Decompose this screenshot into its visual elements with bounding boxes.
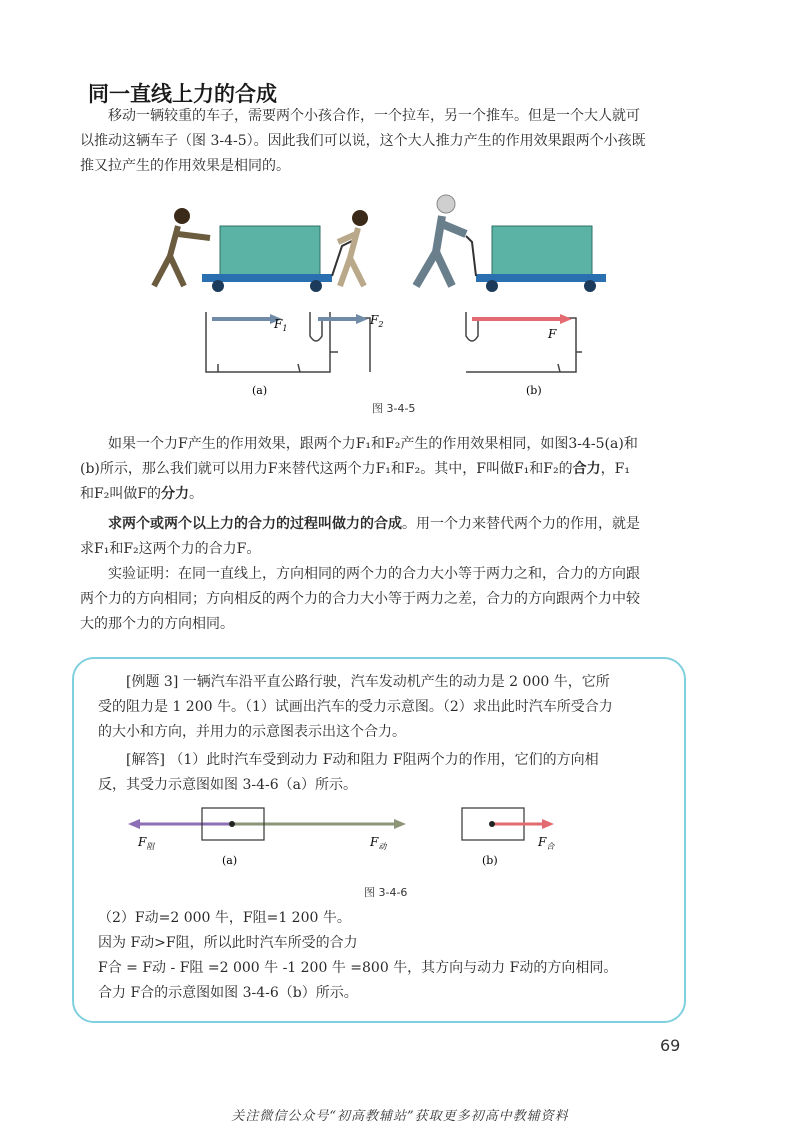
cart-diagram-a — [206, 312, 383, 397]
example-question-line-1: [例题 3] 一辆汽车沿平直公路行驶，汽车发动机产生的动力是 2 000 牛，它所 — [126, 674, 610, 690]
term-resultant-force: 合力 — [572, 461, 601, 477]
f-drive-label: $F_动$ — [370, 835, 387, 851]
definition-line-2: 求F₁和F₂这两个力的合力F。 — [80, 541, 261, 557]
experiment-line-2: 两个力的方向相同；方向相反的两个力的合力大小等于两力之差，合力的方向跟两个力中较 — [80, 591, 640, 607]
experiment-paragraph — [80, 562, 700, 637]
figure-3-4-6 — [120, 802, 590, 870]
f-net-label: $F_合$ — [538, 835, 555, 851]
intro-paragraph — [80, 104, 700, 179]
intro-line-1: 移动一辆较重的车子，需要两个小孩合作，一个拉车，另一个推车。但是一个大人就可 — [108, 108, 640, 124]
example-question-line-2: 受的阻力是 1 200 牛。（1）试画出汽车的受力示意图。（2）求出此时汽车所受合力 — [98, 699, 613, 715]
resultant-line-3: 和F₂叫做F的分力。 — [80, 486, 204, 502]
figure-345-caption: 图 3-4-5 — [372, 402, 416, 415]
section-title: 同一直线上力的合成 — [88, 82, 277, 106]
resultant-line-2: (b)所示，那么我们就可以用力F来替代这两个力F₁和F₂。其中，F叫做F₁和F₂的合力，F₁ — [80, 461, 630, 477]
footer-note: 关注微信公众号“初高教辅站”获取更多初高中教辅资料 — [231, 1109, 569, 1124]
definition-paragraph — [80, 512, 700, 562]
figure-3-4-5 — [120, 186, 620, 418]
force-diagram-b — [462, 808, 555, 867]
definition-bold: 求两个或两个以上力的合力的过程叫做力的合成 — [108, 516, 402, 532]
force-f2-label: $F_2$ — [370, 313, 384, 329]
f-resist-label: $F_阻$ — [138, 835, 155, 851]
intro-line-3: 推又拉产生的作用效果是相同的。 — [80, 158, 290, 174]
example-answer-line-2: 反，其受力示意图如图 3-4-6（a）所示。 — [98, 777, 357, 793]
example-answer — [98, 748, 668, 798]
resultant-line-1: 如果一个力F产生的作用效果，跟两个力F₁和F₂产生的作用效果相同，如图3-4-5(a)和 — [108, 436, 638, 452]
intro-line-2: 以推动这辆车子（图 3-4-5）。因此我们可以说，这个大人推力产生的作用效果跟两个小孩既 — [80, 133, 646, 149]
two-kids-cart-illustration — [154, 208, 368, 292]
experiment-line-3: 大的那个力的方向相同。 — [80, 616, 234, 632]
figure-346-label-a: (a) — [222, 854, 238, 867]
figure-345-label-b: (b) — [526, 384, 542, 397]
solution-line-4: 合力 F合的示意图如图 3-4-6（b）所示。 — [98, 985, 358, 1001]
example-answer-line-1: [解答] （1）此时汽车受到动力 F动和阻力 F阻两个力的作用，它们的方向相 — [126, 752, 599, 768]
adult-cart-illustration — [416, 195, 606, 292]
example-question — [98, 670, 668, 745]
solution-line-3: F合 = F动 - F阻 =2 000 牛 -1 200 牛 =800 牛，其方向与动力 F动的方向相同。 — [98, 960, 618, 976]
example-solution — [98, 906, 668, 1006]
figure-346-label-b: (b) — [482, 854, 498, 867]
term-component-force: 分力 — [161, 486, 190, 502]
figure-346-caption: 图 3-4-6 — [364, 886, 408, 899]
resultant-paragraph — [80, 432, 700, 507]
solution-line-1: （2）F动=2 000 牛，F阻=1 200 牛。 — [98, 910, 351, 926]
cart-diagram-b — [466, 312, 582, 397]
force-diagram-a — [128, 808, 406, 867]
solution-line-2: 因为 F动>F阻，所以此时汽车所受的合力 — [98, 935, 358, 951]
figure-345-label-a: (a) — [252, 384, 268, 397]
force-f-label: F — [548, 327, 557, 341]
page-number: 69 — [660, 1036, 681, 1055]
force-f1-label: $F_1$ — [274, 317, 288, 333]
example-question-line-3: 的大小和方向，并用力的示意图表示出这个合力。 — [98, 724, 406, 740]
definition-line-1: 求两个或两个以上力的合力的过程叫做力的合成。用一个力来替代两个力的作用，就是 — [108, 516, 640, 532]
experiment-line-1: 实验证明：在同一直线上，方向相同的两个力的合力大小等于两力之和，合力的方向跟 — [108, 566, 640, 582]
